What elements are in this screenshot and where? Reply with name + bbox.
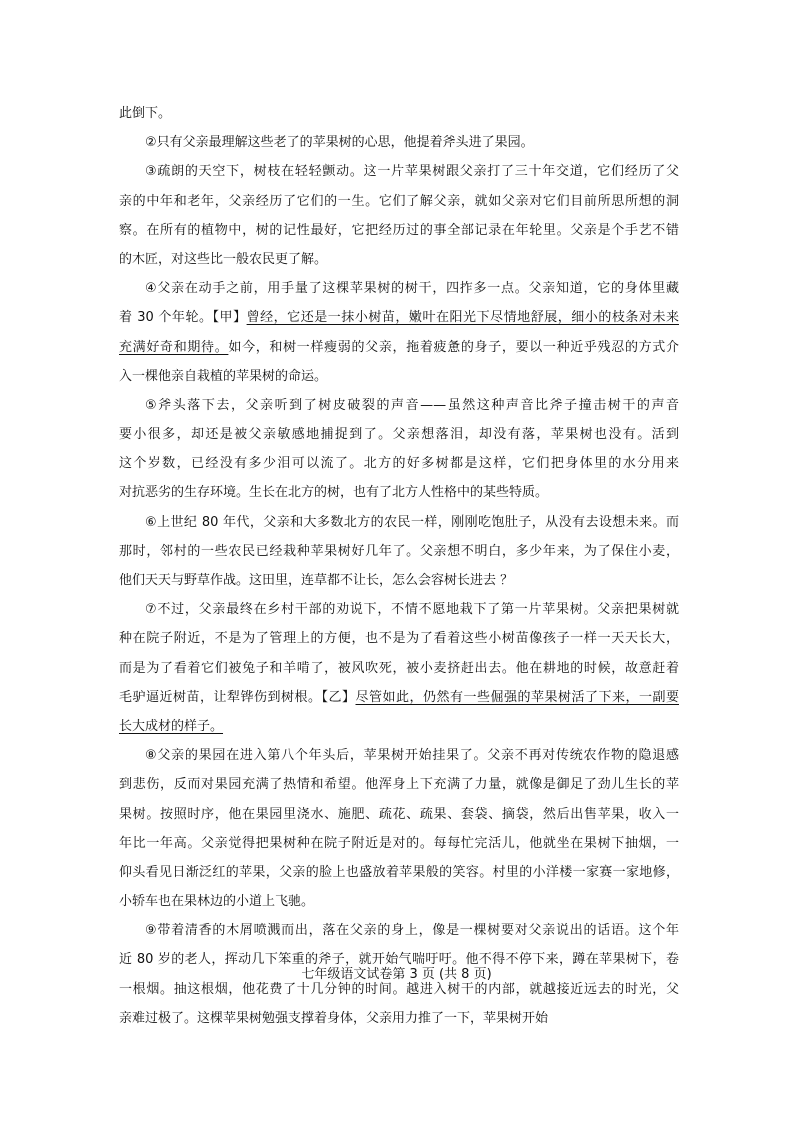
text-line: 此倒下。 [119, 106, 172, 121]
text-line: 入一棵他亲自栽植的苹果树的命运。 [119, 368, 328, 384]
text-line: 亲的中年和老年，父亲经历了它们的一生。它们了解父亲，就如父亲对它们目前所思所想的洞 [119, 193, 679, 209]
text-line: 对抗恶劣的生存环境。生长在北方的树，也有了北方人性格中的某些特质。 [119, 485, 549, 501]
text-line: ⑨带着清香的木屑喷溅而出，落在父亲的身上，像是一棵树要对父亲说出的话语。这个年 [145, 923, 679, 939]
underlined-sentence: 尽管如此，仍然有一些倔强的苹果树活了下来，一副要 [355, 689, 679, 705]
text-line: 他们天天与野草作战。这田里，连草都不让长，怎么会容树长进去 ？ [119, 573, 514, 588]
text-line: 的木匠，对这些比一般农民更了解。 [119, 251, 328, 267]
text-segment: 如今，和树一样瘦弱的父亲，拖着疲惫的身子，要以一种近乎残忍的方式介 [228, 339, 679, 355]
text-line: 一根烟。抽这根烟，他花费了十几分钟的时间。越进入树干的内部，就越接近远去的时光，父 [119, 981, 679, 997]
text-line: 那时，邻村的一些农民已经栽种苹果树好几年了。父亲想不明白，多少年来，为了保住小麦， [119, 543, 679, 559]
text-line: ⑤斧头落下去，父亲听到了树皮破裂的声音——虽然这种声音比斧子撞击树干的声音 [145, 397, 679, 413]
underlined-sentence: 长大成材的样子。 [119, 718, 224, 734]
text-line: 果树。按照时序，他在果园里浇水、施肥、疏花、疏果、套袋、摘袋，然后出售苹果，收入一 [119, 806, 679, 822]
text-line: 小轿车也在果林边的小道上飞驰。 [119, 894, 315, 910]
text-line: ⑧父亲的果园在进入第八个年头后，苹果树开始挂果了。父亲不再对传统农作物的隐退感 [145, 748, 679, 764]
text-line: ③疏朗的天空下，树枝在轻轻颤动。这一片苹果树跟父亲打了三十年交道，它们经历了父 [145, 164, 679, 180]
reading-passage [119, 99, 679, 1033]
text-line: 到悲伤，反而对果园充满了热情和希望。他浑身上下充满了力量，就像是御足了劲儿生长的苹 [119, 777, 679, 793]
text-line: 亲难过极了。这棵苹果树勉强支撑着身体，父亲用力推了一下，苹果树开始 [119, 1010, 549, 1026]
text-line [119, 712, 679, 741]
underlined-sentence: 充满好奇和期待。 [119, 339, 229, 355]
text-line: ⑦不过，父亲最终在乡村干部的劝说下，不情不愿地栽下了第一片苹果树。父亲把果树就 [145, 602, 679, 618]
text-line: ②只有父亲最理解这些老了的苹果树的心思，他提着斧头进了果园。 [145, 135, 534, 151]
text-line: 要小很多，却还是被父亲敏感地捕捉到了。父亲想落泪，却没有落，苹果树也没有。活到 [119, 427, 679, 443]
text-line: 年比一年高。父亲觉得把果树种在院子附近是对的。每每忙完活儿，他就坐在果树下抽烟，一 [119, 835, 679, 851]
text-line: ⑥上世纪 80 年代，父亲和大多数北方的农民一样，刚刚吃饱肚子，从没有去设想未来。而 [145, 514, 679, 530]
text-line: ④父亲在动手之前，用手量了这棵苹果树的树干，四拃多一点。父亲知道，它的身体里藏 [145, 281, 679, 297]
text-segment: 毛驴逼近树苗，让犁铧伤到树根。【乙】 [119, 689, 356, 705]
text-segment: 着 30 个年轮。【甲】 [119, 310, 247, 326]
text-line: 而是为了看着它们被兔子和羊啃了，被风吹死，被小麦挤赶出去。他在耕地的时候，故意赶着 [119, 660, 679, 676]
text-line: 察。在所有的植物中，树的记性最好，它把经历过的事全部记录在年轮里。父亲是个手艺不错 [119, 222, 679, 238]
text-line [119, 303, 679, 332]
text-line: 种在院子附近，不是为了管理上的方便，也不是为了看着这些小树苗像孩子一样一天天长大， [119, 631, 679, 647]
text-line: 近 80 岁的老人，挥动几下笨重的斧子，就开始气喘吁吁。他不得不停下来，蹲在苹果树下，卷 [119, 952, 679, 968]
underlined-sentence: 曾经，它还是一抹小树苗，嫩叶在阳光下尽情地舒展，细小的枝条对未来 [246, 310, 679, 326]
page-footer: 七年级语文试卷第 3 页 (共 8 页) [301, 967, 492, 982]
text-line: 这个岁数，已经没有多少泪可以流了。北方的好多树都是这样，它们把身体里的水分用来 [119, 456, 679, 472]
text-line [119, 333, 679, 362]
text-line [119, 683, 679, 712]
text-line: 仰头看见日渐泛红的苹果，父亲的脸上也盛放着苹果般的笑容。村里的小洋楼一家赛一家地修， [119, 864, 679, 880]
